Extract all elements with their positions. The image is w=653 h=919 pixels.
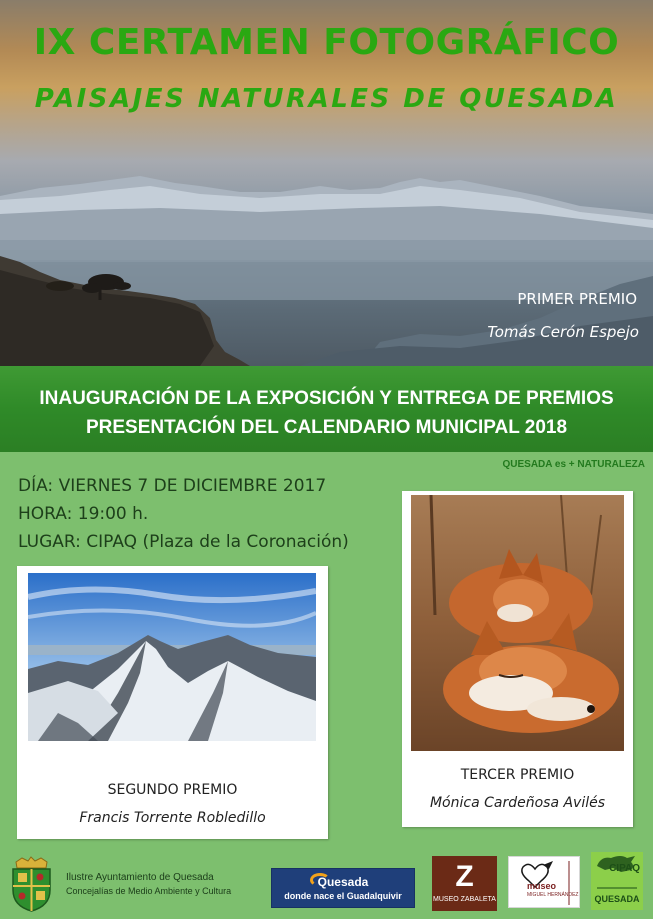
event-banner [0, 366, 653, 452]
event-place: LUGAR: CIPAQ (Plaza de la Coronación) [18, 532, 349, 552]
tagline: QUESADA es + NATURALEZA [502, 459, 645, 470]
zabaleta-logo-letter: Z [455, 860, 474, 893]
hero-landscape [0, 0, 653, 366]
zabaleta-logo-text: MUSEO ZABALETA [433, 896, 496, 903]
second-prize-photo [28, 573, 316, 741]
event-day: DÍA: VIERNES 7 DE DICIEMBRE 2017 [18, 476, 327, 496]
third-prize-card [402, 491, 633, 827]
event-time: HORA: 19:00 h. [18, 504, 149, 524]
museo-zabaleta-logo [432, 856, 497, 911]
town-crest-icon [8, 856, 55, 912]
cipaq-logo [591, 852, 643, 910]
banner-line-calendar: PRESENTACIÓN DEL CALENDARIO MUNICIPAL 2018 [85, 417, 568, 438]
quesada-logo [271, 868, 415, 908]
quesada-logo-title: Quesada [317, 875, 369, 889]
cipaq-logo-sub: QUESADA [594, 894, 640, 904]
quesada-logo-slogan: donde nace el Guadalquivir [284, 891, 402, 901]
banner-line-inauguration: INAUGURACIÓN DE LA EXPOSICIÓN Y ENTREGA DE PREMIOS [39, 388, 614, 409]
organizer-department: Concejalías de Medio Ambiente y Cultura [66, 886, 232, 896]
organizer-name: Ilustre Ayuntamiento de Quesada [66, 872, 214, 883]
first-prize-winner: Tomás Cerón Espejo [487, 323, 639, 341]
page-title: IX CERTAMEN FOTOGRÁFICO [33, 22, 620, 63]
first-prize-label: PRIMER PREMIO [517, 290, 637, 308]
museo-logo-sub: MIGUEL HERNÁNDEZ [527, 892, 579, 898]
second-prize-winner: Francis Torrente Robledillo [79, 810, 266, 826]
museo-logo-text: museo [527, 881, 557, 891]
third-prize-photo [411, 495, 624, 751]
third-prize-label: TERCER PREMIO [460, 767, 575, 783]
third-prize-winner: Mónica Cardeñosa Avilés [429, 795, 606, 811]
second-prize-label: SEGUNDO PREMIO [107, 782, 238, 798]
museo-miguel-hernandez-logo [508, 856, 580, 908]
cipaq-logo-title: CIPAQ [609, 863, 640, 874]
second-prize-card [17, 566, 328, 839]
page-subtitle: PAISAJES NATURALES DE QUESADA [34, 84, 619, 114]
